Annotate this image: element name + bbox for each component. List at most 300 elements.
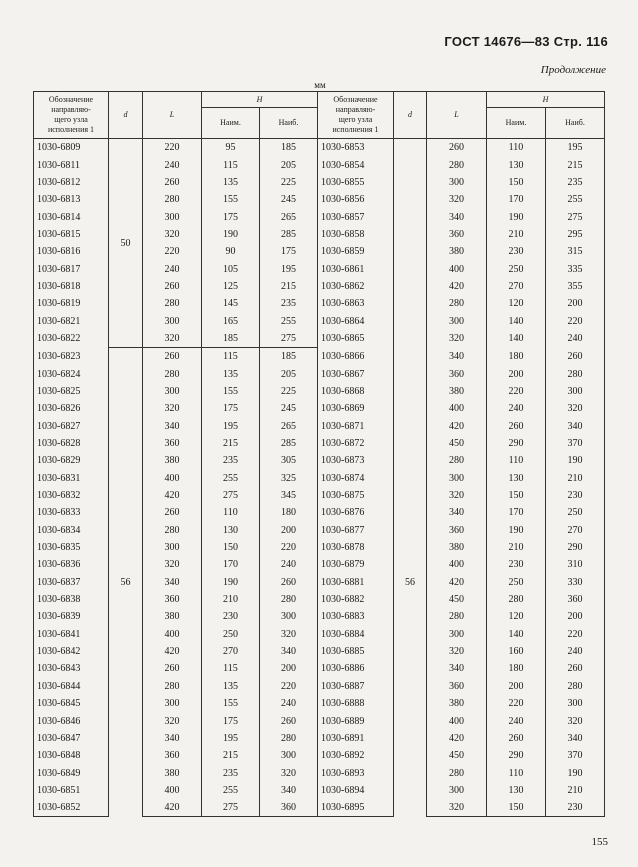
designation-cell: 1030-6834 (34, 522, 109, 539)
h-min-cell: 170 (487, 191, 546, 208)
column-header-d: d (394, 92, 427, 139)
h-min-cell: 190 (487, 208, 546, 225)
h-max-cell: 340 (546, 418, 605, 435)
table-body (34, 139, 605, 817)
h-max-cell: 320 (260, 764, 318, 781)
h-min-cell: 190 (202, 226, 260, 243)
length-cell: 260 (427, 139, 487, 157)
length-cell: 300 (143, 695, 202, 712)
column-header-code (34, 92, 109, 139)
length-cell: 400 (427, 260, 487, 277)
h-min-cell: 190 (487, 522, 546, 539)
designation-cell: 1030-6875 (318, 487, 394, 504)
length-cell: 340 (427, 504, 487, 521)
h-min-cell: 240 (487, 712, 546, 729)
designation-cell: 1030-6816 (34, 243, 109, 260)
designation-cell: 1030-6821 (34, 312, 109, 329)
designation-cell: 1030-6832 (34, 487, 109, 504)
d-cell (394, 139, 427, 348)
h-max-cell: 225 (260, 174, 318, 191)
h-min-cell: 270 (202, 643, 260, 660)
column-header-H: H (202, 92, 318, 108)
code-header-line: Обозначение (333, 95, 378, 104)
h-max-cell: 270 (546, 522, 605, 539)
h-min-cell: 280 (487, 591, 546, 608)
designation-cell: 1030-6892 (318, 747, 394, 764)
h-max-cell: 335 (546, 260, 605, 277)
designation-cell: 1030-6841 (34, 626, 109, 643)
length-cell: 400 (427, 400, 487, 417)
designation-cell: 1030-6889 (318, 712, 394, 729)
h-min-cell: 260 (487, 418, 546, 435)
length-cell: 260 (143, 504, 202, 521)
length-cell: 360 (143, 747, 202, 764)
length-cell: 280 (143, 191, 202, 208)
h-max-cell: 360 (546, 591, 605, 608)
length-cell: 300 (143, 208, 202, 225)
h-min-cell: 230 (202, 608, 260, 625)
h-max-cell: 215 (260, 278, 318, 295)
length-cell: 420 (143, 643, 202, 660)
designation-cell: 1030-6851 (34, 782, 109, 799)
h-min-cell: 130 (487, 156, 546, 173)
h-min-cell: 210 (202, 591, 260, 608)
h-max-cell: 290 (546, 539, 605, 556)
length-cell: 420 (427, 730, 487, 747)
h-max-cell: 235 (546, 174, 605, 191)
h-max-cell: 195 (546, 139, 605, 157)
length-cell: 300 (427, 626, 487, 643)
h-max-cell: 255 (546, 191, 605, 208)
h-max-cell: 285 (260, 226, 318, 243)
h-max-cell: 230 (546, 799, 605, 817)
h-max-cell: 190 (546, 764, 605, 781)
designation-cell: 1030-6817 (34, 260, 109, 277)
d-cell: 56 (109, 348, 143, 817)
designation-cell: 1030-6895 (318, 799, 394, 817)
h-max-cell: 280 (546, 678, 605, 695)
h-min-cell: 195 (202, 418, 260, 435)
h-min-cell: 185 (202, 330, 260, 348)
length-cell: 280 (427, 764, 487, 781)
designation-cell: 1030-6835 (34, 539, 109, 556)
h-max-cell: 200 (546, 608, 605, 625)
h-max-cell: 260 (546, 348, 605, 366)
designation-cell: 1030-6871 (318, 418, 394, 435)
designation-cell: 1030-6858 (318, 226, 394, 243)
length-cell: 280 (143, 365, 202, 382)
h-min-cell: 220 (487, 695, 546, 712)
length-cell: 420 (427, 418, 487, 435)
designation-cell: 1030-6824 (34, 365, 109, 382)
length-cell: 260 (143, 660, 202, 677)
h-max-cell: 295 (546, 226, 605, 243)
h-max-cell: 245 (260, 400, 318, 417)
h-min-cell: 210 (487, 226, 546, 243)
designation-cell: 1030-6848 (34, 747, 109, 764)
designation-cell: 1030-6863 (318, 295, 394, 312)
h-max-cell: 175 (260, 243, 318, 260)
code-header-line: направляю- (335, 105, 376, 114)
length-cell: 280 (427, 156, 487, 173)
h-min-cell: 125 (202, 278, 260, 295)
h-min-cell: 255 (202, 782, 260, 799)
h-max-cell: 320 (546, 712, 605, 729)
length-cell: 240 (143, 260, 202, 277)
designation-cell: 1030-6877 (318, 522, 394, 539)
h-min-cell: 200 (487, 365, 546, 382)
designation-cell: 1030-6862 (318, 278, 394, 295)
length-cell: 320 (427, 799, 487, 817)
length-cell: 420 (427, 574, 487, 591)
h-max-cell: 240 (546, 643, 605, 660)
length-cell: 360 (427, 226, 487, 243)
designation-cell: 1030-6878 (318, 539, 394, 556)
h-max-cell: 355 (546, 278, 605, 295)
h-max-cell: 310 (546, 556, 605, 573)
h-min-cell: 135 (202, 365, 260, 382)
column-header-h-min: Наим. (202, 108, 260, 139)
h-min-cell: 215 (202, 435, 260, 452)
h-max-cell: 280 (260, 730, 318, 747)
length-cell: 340 (427, 348, 487, 366)
h-max-cell: 360 (260, 799, 318, 817)
length-cell: 280 (143, 522, 202, 539)
h-min-cell: 140 (487, 330, 546, 348)
length-cell: 300 (427, 312, 487, 329)
h-min-cell: 235 (202, 452, 260, 469)
h-min-cell: 105 (202, 260, 260, 277)
h-min-cell: 155 (202, 695, 260, 712)
designation-cell: 1030-6885 (318, 643, 394, 660)
length-cell: 380 (143, 764, 202, 781)
h-max-cell: 305 (260, 452, 318, 469)
designation-cell: 1030-6891 (318, 730, 394, 747)
h-min-cell: 220 (487, 383, 546, 400)
d-cell: 50 (109, 139, 143, 348)
designation-cell: 1030-6842 (34, 643, 109, 660)
length-cell: 320 (143, 556, 202, 573)
h-min-cell: 290 (487, 747, 546, 764)
h-max-cell: 200 (260, 660, 318, 677)
designation-cell: 1030-6865 (318, 330, 394, 348)
h-min-cell: 130 (202, 522, 260, 539)
h-max-cell: 240 (260, 695, 318, 712)
h-min-cell: 130 (487, 470, 546, 487)
code-header-line: щего узла (54, 115, 88, 124)
length-cell: 320 (427, 643, 487, 660)
h-max-cell: 200 (546, 295, 605, 312)
length-cell: 300 (427, 782, 487, 799)
h-min-cell: 255 (202, 470, 260, 487)
length-cell: 380 (427, 695, 487, 712)
h-min-cell: 150 (487, 799, 546, 817)
h-min-cell: 110 (487, 452, 546, 469)
h-min-cell: 110 (487, 764, 546, 781)
h-max-cell: 180 (260, 504, 318, 521)
length-cell: 420 (427, 278, 487, 295)
h-max-cell: 275 (260, 330, 318, 348)
code-header-line: щего узла (338, 115, 373, 124)
h-max-cell: 190 (546, 452, 605, 469)
h-max-cell: 340 (260, 782, 318, 799)
designation-cell: 1030-6879 (318, 556, 394, 573)
h-max-cell: 205 (260, 365, 318, 382)
h-max-cell: 325 (260, 470, 318, 487)
h-min-cell: 155 (202, 383, 260, 400)
h-max-cell: 260 (260, 712, 318, 729)
designation-cell: 1030-6888 (318, 695, 394, 712)
h-min-cell: 260 (487, 730, 546, 747)
h-min-cell: 290 (487, 435, 546, 452)
length-cell: 360 (427, 365, 487, 382)
h-min-cell: 140 (487, 312, 546, 329)
length-cell: 360 (143, 435, 202, 452)
table-header (34, 92, 605, 139)
h-min-cell: 175 (202, 400, 260, 417)
h-max-cell: 235 (260, 295, 318, 312)
h-max-cell: 200 (260, 522, 318, 539)
h-min-cell: 145 (202, 295, 260, 312)
h-min-cell: 150 (487, 174, 546, 191)
designation-cell: 1030-6825 (34, 383, 109, 400)
length-cell: 450 (427, 747, 487, 764)
length-cell: 420 (143, 487, 202, 504)
h-max-cell: 370 (546, 747, 605, 764)
h-max-cell: 265 (260, 208, 318, 225)
h-max-cell: 275 (546, 208, 605, 225)
length-cell: 300 (143, 312, 202, 329)
h-max-cell: 230 (546, 487, 605, 504)
h-min-cell: 150 (487, 487, 546, 504)
h-min-cell: 240 (487, 400, 546, 417)
designation-cell: 1030-6873 (318, 452, 394, 469)
designation-cell: 1030-6854 (318, 156, 394, 173)
h-min-cell: 95 (202, 139, 260, 157)
h-min-cell: 155 (202, 191, 260, 208)
h-min-cell: 270 (487, 278, 546, 295)
designation-cell: 1030-6811 (34, 156, 109, 173)
designation-cell: 1030-6827 (34, 418, 109, 435)
length-cell: 380 (427, 383, 487, 400)
h-min-cell: 135 (202, 678, 260, 695)
h-min-cell: 235 (202, 764, 260, 781)
column-header-h-max: Наиб. (546, 108, 605, 139)
page-label: Стр. 116 (553, 34, 608, 49)
h-max-cell: 215 (546, 156, 605, 173)
page-header (444, 34, 608, 49)
designation-cell: 1030-6829 (34, 452, 109, 469)
h-max-cell: 185 (260, 139, 318, 157)
h-min-cell: 150 (202, 539, 260, 556)
h-max-cell: 220 (260, 539, 318, 556)
h-max-cell: 370 (546, 435, 605, 452)
length-cell: 400 (143, 626, 202, 643)
standard-number: ГОСТ 14676—83 (444, 34, 550, 49)
h-min-cell: 195 (202, 730, 260, 747)
h-min-cell: 130 (487, 782, 546, 799)
table-row (34, 139, 605, 157)
h-min-cell: 120 (487, 608, 546, 625)
length-cell: 280 (427, 295, 487, 312)
designation-cell: 1030-6843 (34, 660, 109, 677)
designation-cell: 1030-6856 (318, 191, 394, 208)
h-max-cell: 225 (260, 383, 318, 400)
length-cell: 360 (427, 678, 487, 695)
h-max-cell: 220 (546, 626, 605, 643)
designation-cell: 1030-6831 (34, 470, 109, 487)
h-min-cell: 120 (487, 295, 546, 312)
h-max-cell: 285 (260, 435, 318, 452)
dimensions-table (33, 91, 605, 817)
page-number: 155 (591, 836, 608, 848)
h-max-cell: 210 (546, 782, 605, 799)
h-min-cell: 250 (202, 626, 260, 643)
h-max-cell: 300 (260, 747, 318, 764)
code-header-line: Обозначение (48, 95, 94, 104)
d-cell: 56 (394, 348, 427, 817)
column-header-H: H (487, 92, 605, 108)
length-cell: 340 (143, 418, 202, 435)
h-max-cell: 210 (546, 470, 605, 487)
length-cell: 280 (427, 608, 487, 625)
h-min-cell: 115 (202, 348, 260, 366)
length-cell: 300 (427, 174, 487, 191)
h-min-cell: 110 (202, 504, 260, 521)
length-cell: 320 (427, 191, 487, 208)
h-min-cell: 175 (202, 208, 260, 225)
length-cell: 320 (143, 226, 202, 243)
h-min-cell: 215 (202, 747, 260, 764)
designation-cell: 1030-6823 (34, 348, 109, 366)
designation-cell: 1030-6859 (318, 243, 394, 260)
length-cell: 320 (427, 330, 487, 348)
column-header-h-max: Наиб. (260, 108, 318, 139)
h-max-cell: 315 (546, 243, 605, 260)
length-cell: 380 (427, 539, 487, 556)
h-max-cell: 205 (260, 156, 318, 173)
length-cell: 260 (143, 278, 202, 295)
designation-cell: 1030-6876 (318, 504, 394, 521)
h-max-cell: 240 (546, 330, 605, 348)
h-max-cell: 220 (260, 678, 318, 695)
h-min-cell: 175 (202, 712, 260, 729)
designation-cell: 1030-6874 (318, 470, 394, 487)
designation-cell: 1030-6864 (318, 312, 394, 329)
h-min-cell: 170 (202, 556, 260, 573)
h-min-cell: 170 (487, 504, 546, 521)
h-min-cell: 180 (487, 660, 546, 677)
designation-cell: 1030-6846 (34, 712, 109, 729)
h-min-cell: 210 (487, 539, 546, 556)
h-max-cell: 280 (546, 365, 605, 382)
length-cell: 220 (143, 243, 202, 260)
designation-cell: 1030-6833 (34, 504, 109, 521)
h-max-cell: 320 (260, 626, 318, 643)
length-cell: 380 (143, 452, 202, 469)
length-cell: 420 (143, 799, 202, 817)
length-cell: 450 (427, 435, 487, 452)
designation-cell: 1030-6836 (34, 556, 109, 573)
table-row (34, 348, 605, 366)
designation-cell: 1030-6809 (34, 139, 109, 157)
designation-cell: 1030-6893 (318, 764, 394, 781)
length-cell: 380 (427, 243, 487, 260)
designation-cell: 1030-6828 (34, 435, 109, 452)
length-cell: 320 (143, 712, 202, 729)
h-max-cell: 300 (260, 608, 318, 625)
column-header-d: d (109, 92, 143, 139)
designation-cell: 1030-6814 (34, 208, 109, 225)
length-cell: 400 (427, 556, 487, 573)
h-min-cell: 275 (202, 799, 260, 817)
designation-cell: 1030-6884 (318, 626, 394, 643)
h-max-cell: 280 (260, 591, 318, 608)
h-max-cell: 255 (260, 312, 318, 329)
length-cell: 340 (427, 208, 487, 225)
designation-cell: 1030-6868 (318, 383, 394, 400)
length-cell: 240 (143, 156, 202, 173)
h-max-cell: 250 (546, 504, 605, 521)
designation-cell: 1030-6894 (318, 782, 394, 799)
designation-cell: 1030-6872 (318, 435, 394, 452)
h-max-cell: 260 (546, 660, 605, 677)
designation-cell: 1030-6839 (34, 608, 109, 625)
code-header-line: направляю- (51, 105, 91, 114)
h-min-cell: 180 (487, 348, 546, 366)
column-header-L: L (427, 92, 487, 139)
designation-cell: 1030-6845 (34, 695, 109, 712)
designation-cell: 1030-6881 (318, 574, 394, 591)
column-header-h-min: Наим. (487, 108, 546, 139)
designation-cell: 1030-6866 (318, 348, 394, 366)
h-min-cell: 250 (487, 260, 546, 277)
h-min-cell: 230 (487, 556, 546, 573)
designation-cell: 1030-6837 (34, 574, 109, 591)
designation-cell: 1030-6887 (318, 678, 394, 695)
length-cell: 360 (143, 591, 202, 608)
h-max-cell: 245 (260, 191, 318, 208)
units-label: мм (314, 80, 326, 90)
designation-cell: 1030-6822 (34, 330, 109, 348)
designation-cell: 1030-6838 (34, 591, 109, 608)
length-cell: 340 (143, 574, 202, 591)
h-min-cell: 190 (202, 574, 260, 591)
designation-cell: 1030-6882 (318, 591, 394, 608)
h-max-cell: 300 (546, 695, 605, 712)
designation-cell: 1030-6886 (318, 660, 394, 677)
h-min-cell: 90 (202, 243, 260, 260)
length-cell: 320 (143, 330, 202, 348)
length-cell: 300 (143, 383, 202, 400)
designation-cell: 1030-6826 (34, 400, 109, 417)
h-min-cell: 135 (202, 174, 260, 191)
length-cell: 340 (427, 660, 487, 677)
length-cell: 280 (427, 452, 487, 469)
designation-cell: 1030-6847 (34, 730, 109, 747)
length-cell: 400 (143, 470, 202, 487)
designation-cell: 1030-6819 (34, 295, 109, 312)
h-max-cell: 185 (260, 348, 318, 366)
h-max-cell: 260 (260, 574, 318, 591)
length-cell: 300 (143, 539, 202, 556)
h-min-cell: 250 (487, 574, 546, 591)
code-header-line: исполнения 1 (332, 125, 379, 134)
length-cell: 320 (427, 487, 487, 504)
h-max-cell: 300 (546, 383, 605, 400)
length-cell: 380 (143, 608, 202, 625)
h-min-cell: 275 (202, 487, 260, 504)
